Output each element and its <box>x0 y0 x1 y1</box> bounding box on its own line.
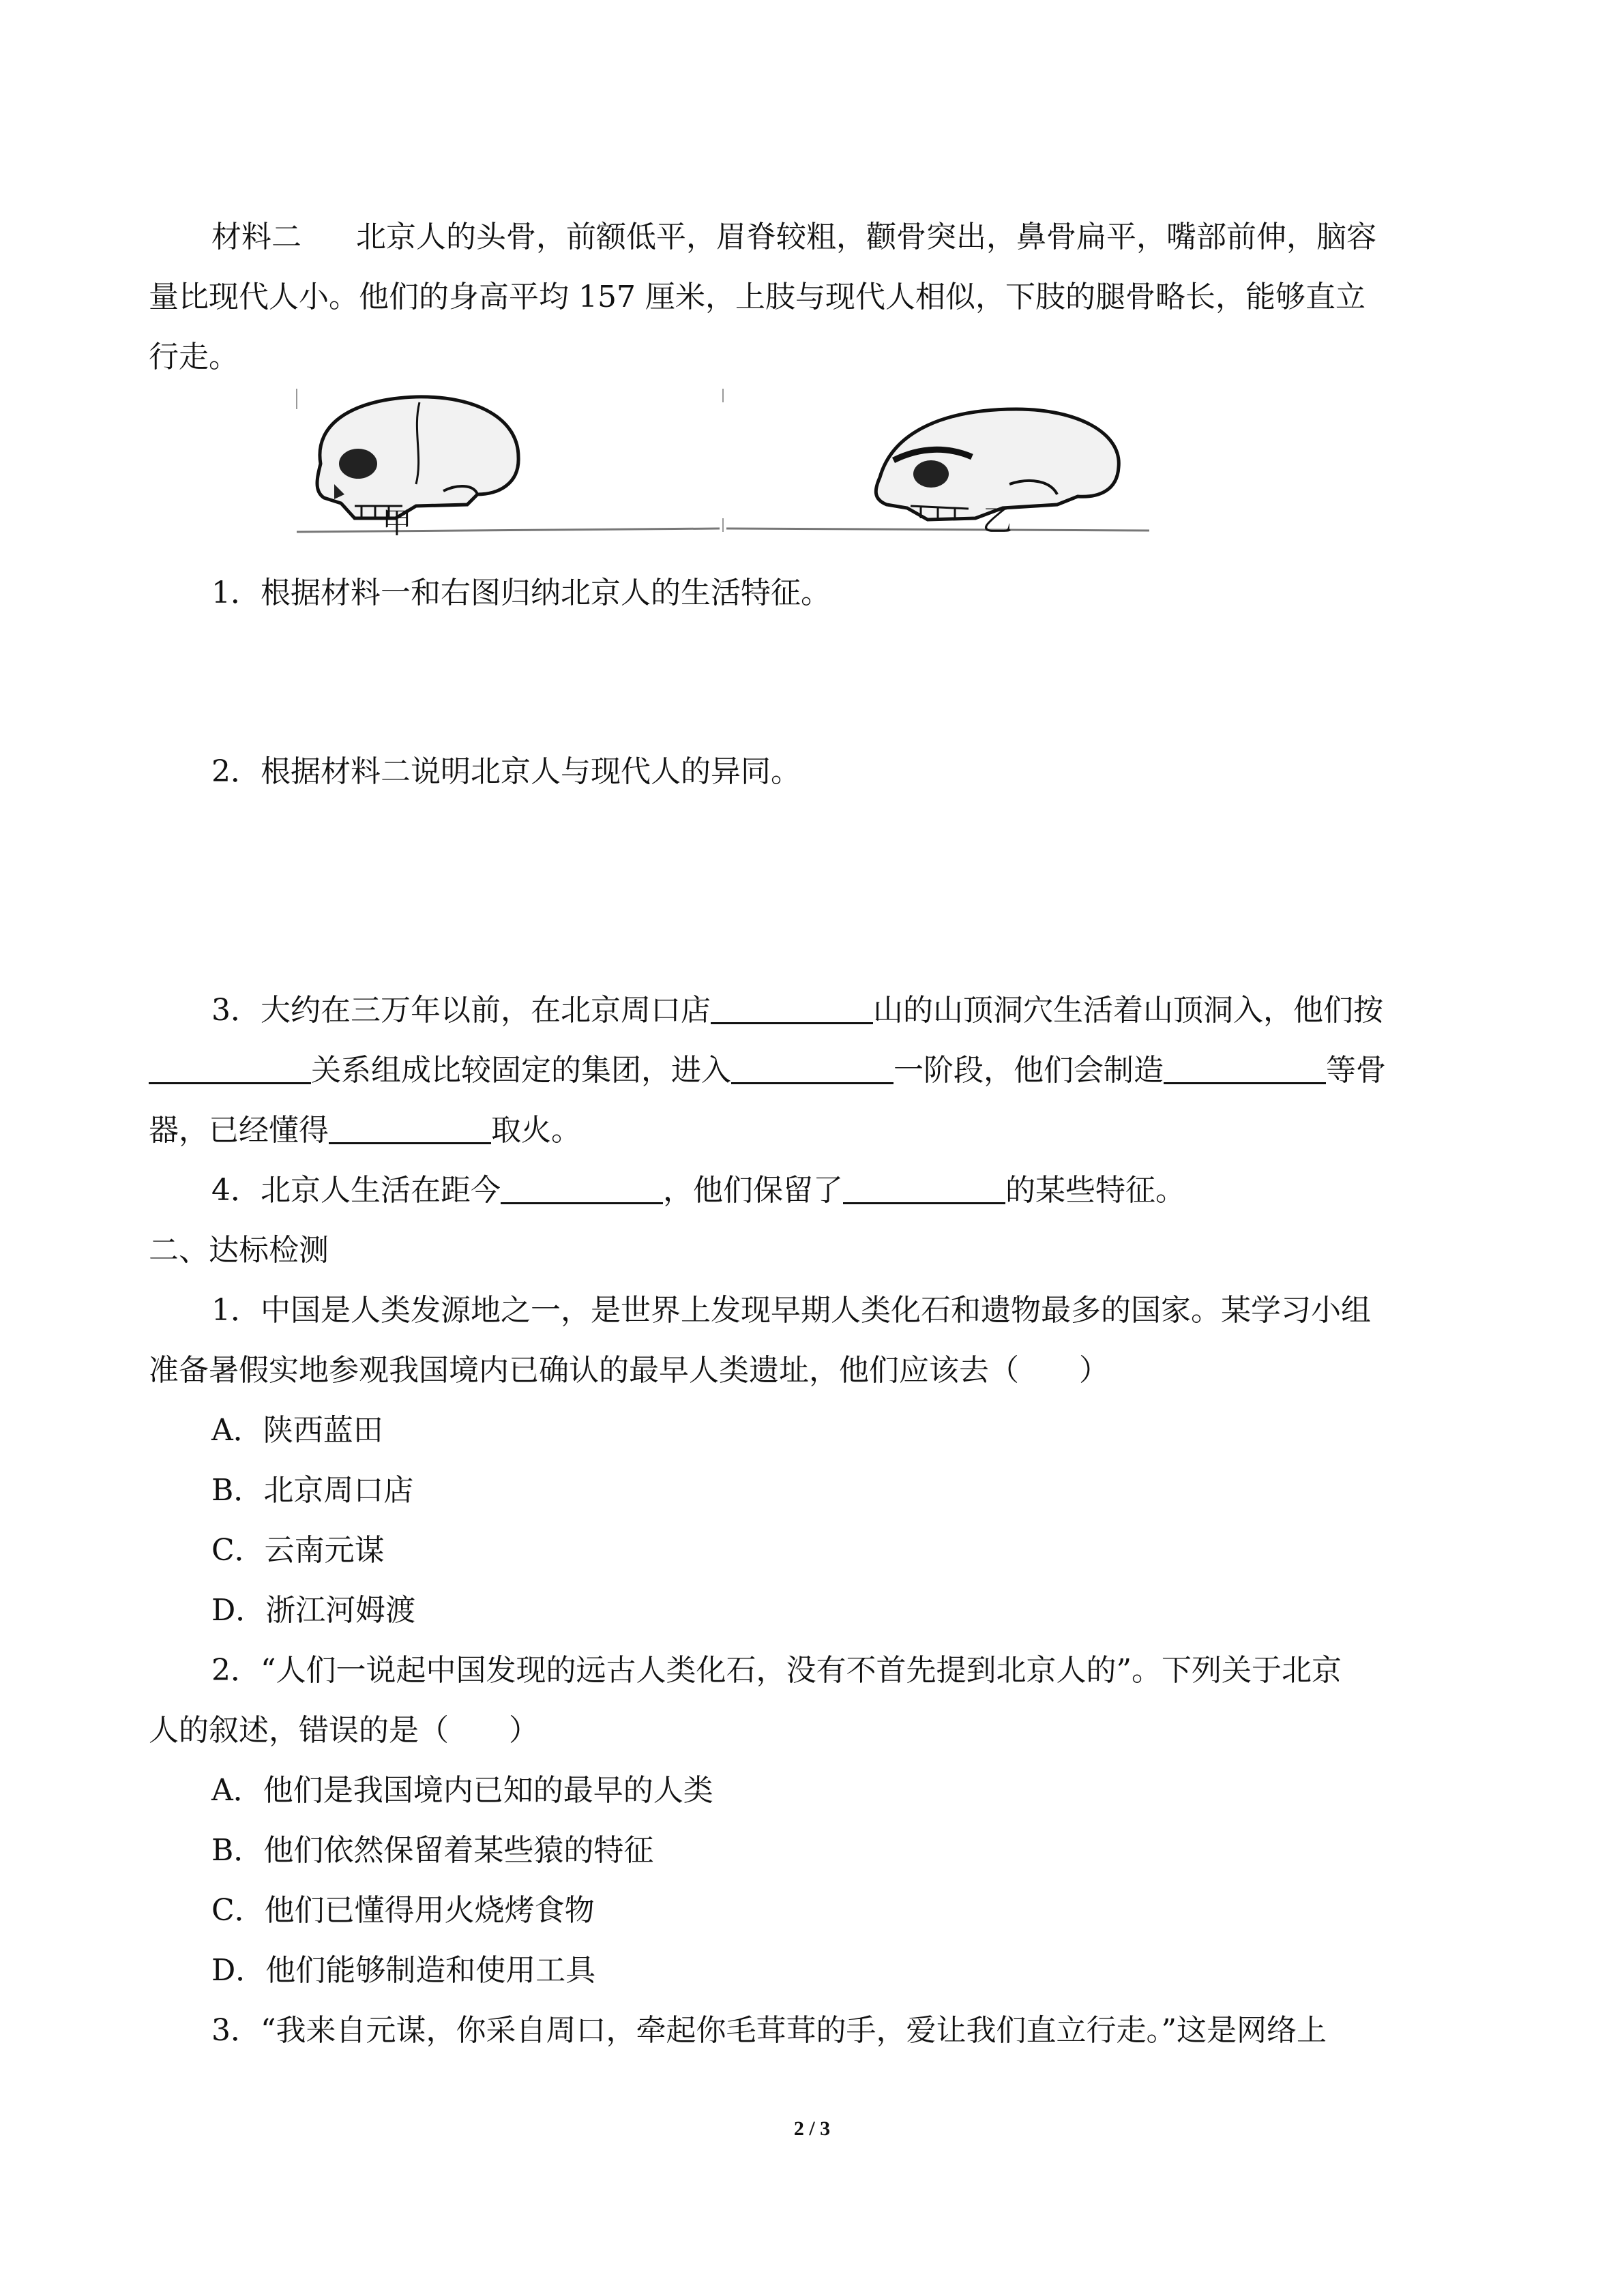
section-title: 二、达标检测 <box>149 1233 329 1268</box>
answer-blank[interactable] <box>711 991 873 1024</box>
question-3-line1: 3．大约在三万年以前，在北京周口店 山的山顶洞穴生活着山顶洞入，他们按 <box>211 990 1383 1031</box>
question-3-line3: 器，已经懂得 取火。 <box>149 1110 581 1151</box>
s2-q1-option-c[interactable]: C．云南元谋 <box>211 1533 385 1568</box>
material2-label: 材料二 <box>211 220 301 254</box>
answer-blank[interactable] <box>149 1051 311 1084</box>
skull-jia-icon <box>317 397 518 518</box>
question-1: 1．根据材料一和右图归纳北京人的生活特征。 <box>211 576 831 610</box>
s2-q2-option-c[interactable]: C．他们已懂得用火烧烤食物 <box>211 1893 595 1928</box>
figure-label-right: 乙 <box>982 503 1012 535</box>
s2-q1-option-a[interactable]: A．陕西蓝田 <box>211 1413 383 1448</box>
material2-line1: 材料二 北京人的头骨，前额低平，眉脊较粗，颧骨突出，鼻骨扁平，嘴部前伸，脑容 <box>211 220 1376 254</box>
s2-question-2-line2: 人的叙述，错误的是（ ） <box>149 1713 539 1748</box>
s2-question-1-line1: 1．中国是人类发源地之一，是世界上发现早期人类化石和遗物最多的国家。某学习小组 <box>211 1293 1371 1328</box>
s2-q2-option-a[interactable]: A．他们是我国境内已知的最早的人类 <box>211 1773 713 1808</box>
s2-q2-option-d[interactable]: D．他们能够制造和使用工具 <box>211 1953 596 1988</box>
s2-q2-option-b[interactable]: B．他们依然保留着某些猿的特征 <box>211 1833 654 1868</box>
s2-q1-option-b[interactable]: B．北京周口店 <box>211 1473 414 1508</box>
figure-label-left: 甲 <box>382 506 412 535</box>
s2-question-3-line1: 3．“我来自元谋，你采自周口，牵起你毛茸茸的手，爱让我们直立行走。”这是网络上 <box>211 2013 1327 2048</box>
answer-blank[interactable] <box>1164 1051 1326 1084</box>
answer-blank[interactable] <box>329 1111 491 1144</box>
s2-question-1-line2: 准备暑假实地参观我国境内已确认的最早人类遗址，他们应该去（ ） <box>149 1353 1109 1388</box>
question-4: 4．北京人生活在距今 ，他们保留了 的某些特征。 <box>211 1170 1185 1211</box>
answer-blank[interactable] <box>501 1171 663 1204</box>
answer-blank[interactable] <box>843 1171 1005 1204</box>
question-2: 2．根据材料二说明北京人与现代人的异同。 <box>211 754 801 789</box>
page-number: 2 / 3 <box>793 2117 831 2140</box>
answer-blank[interactable] <box>731 1051 894 1084</box>
material2-line3: 行走。 <box>149 340 239 374</box>
material2-line2: 量比现代人小。他们的身高平均 157 厘米，上肢与现代人相似，下肢的腿骨略长，能够直立 <box>149 280 1365 314</box>
question-3-line2: 关系组成比较固定的集团，进入 一阶段，他们会制造 等骨 <box>149 1050 1386 1091</box>
s2-q1-option-d[interactable]: D．浙江河姆渡 <box>211 1593 416 1628</box>
skull-comparison-figure <box>293 382 1153 535</box>
s2-question-2-line1: 2．“人们一说起中国发现的远古人类化石，没有不首先提到北京人的”。下列关于北京 <box>211 1653 1342 1688</box>
